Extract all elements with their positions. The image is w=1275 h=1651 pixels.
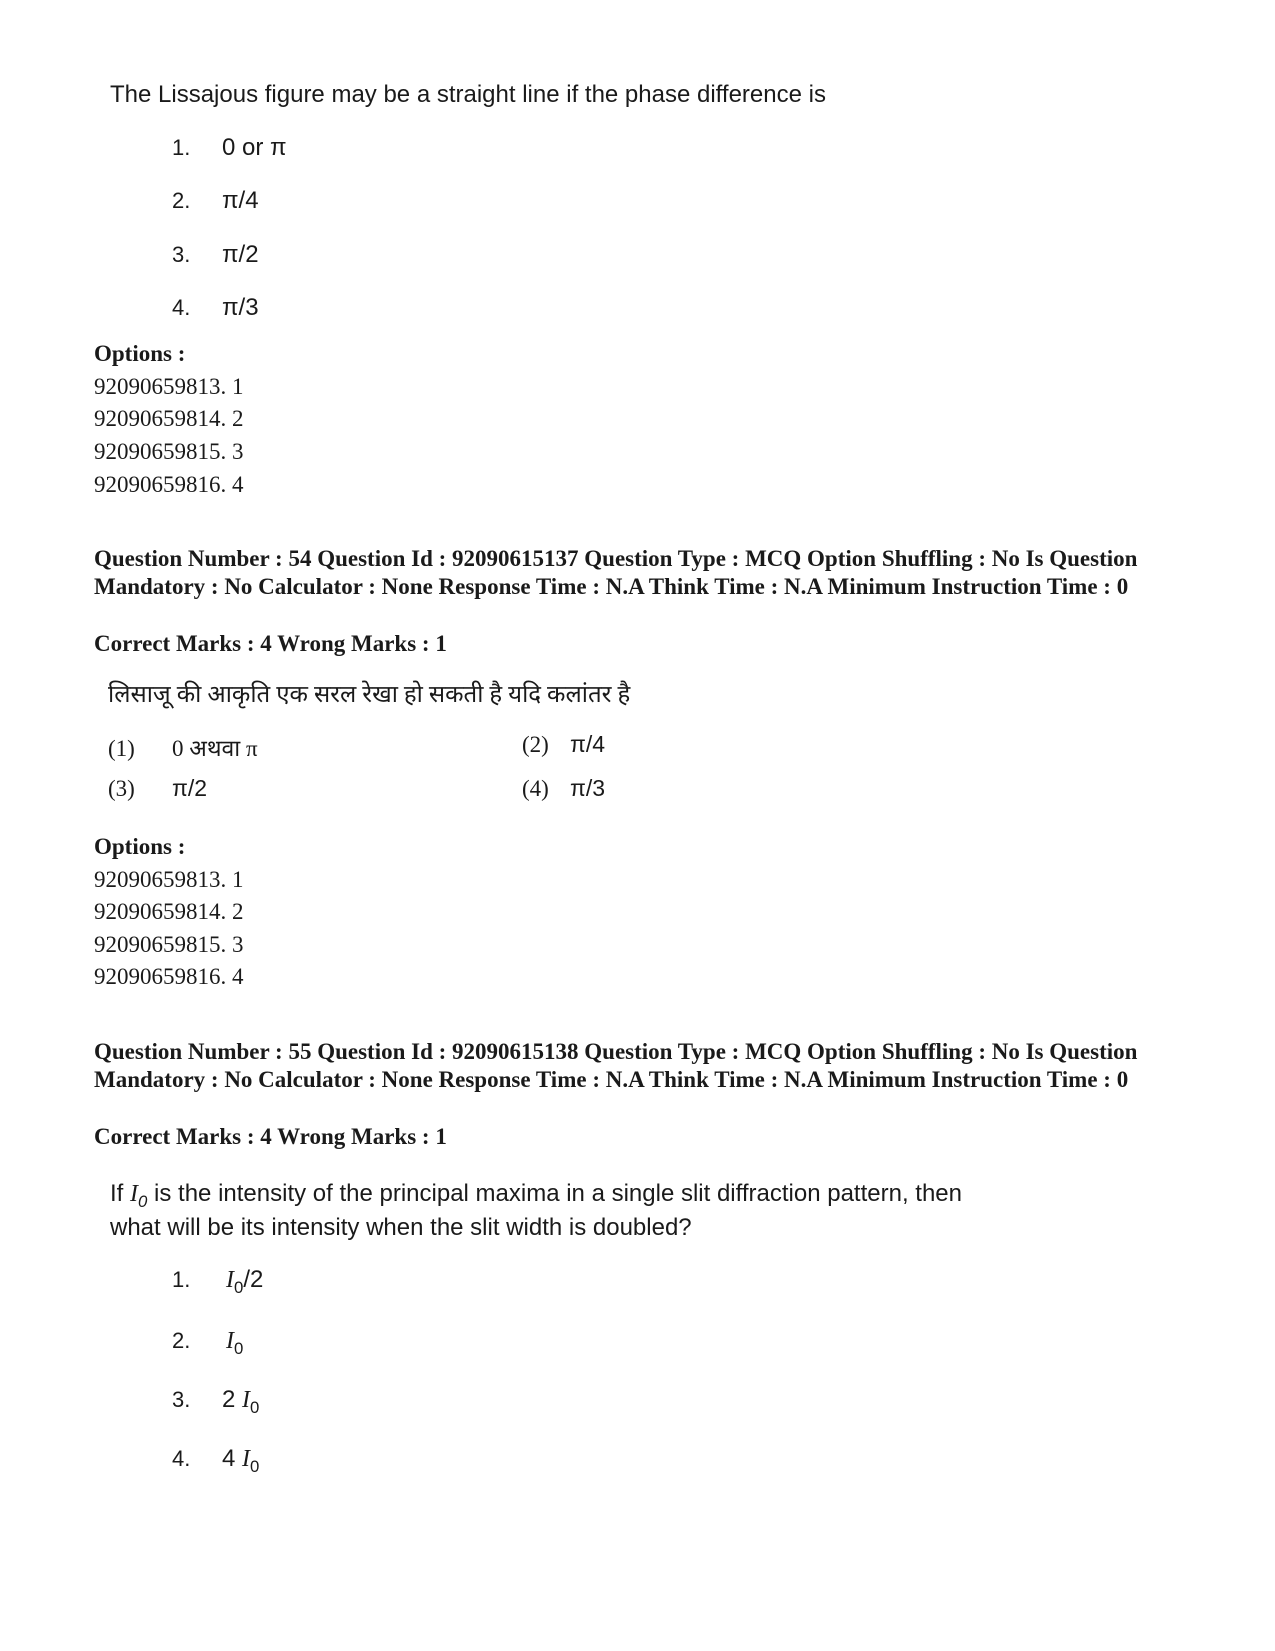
q55-choice-number: 1.: [172, 1267, 191, 1292]
symbol-subscript: 0: [250, 1456, 260, 1476]
q55-choice-4: [172, 1445, 259, 1477]
q54-option-code-4: 92090659816. 4: [94, 964, 244, 989]
q53-choice-1: [172, 134, 287, 162]
q55-choice-1: [172, 1266, 263, 1298]
q53-option-code-1: 92090659813. 1: [94, 374, 244, 399]
q55-question-line-2: what will be its intensity when the slit width is doubled?: [110, 1214, 692, 1241]
symbol-letter: I: [226, 1328, 234, 1354]
q53-choice-number: 1.: [172, 135, 191, 160]
symbol-letter: I: [242, 1387, 251, 1413]
q55-choice-3: [172, 1386, 259, 1418]
symbol-subscript: 0: [234, 1338, 244, 1358]
q54-choice-value: π/4: [570, 731, 606, 757]
q55-choice-value: [222, 1386, 260, 1417]
q53-choice-3: [172, 241, 259, 269]
q54-choice-number: (4): [522, 776, 549, 801]
q55-choice-value: [222, 1445, 260, 1476]
q53-choice-value: 0 or π: [222, 134, 287, 161]
q54-choice-1: [108, 731, 258, 763]
suffix: /2: [243, 1266, 264, 1293]
symbol-letter: I: [130, 1181, 139, 1207]
q53-choice-value: π/3: [222, 294, 259, 321]
q54-marks: Correct Marks : 4 Wrong Marks : 1: [94, 631, 447, 656]
q54-choice-number: (2): [522, 732, 549, 757]
q53-option-code-4: 92090659816. 4: [94, 472, 244, 497]
q55-meta: Question Number : 55 Question Id : 92090615138 Question Type : MCQ Option Shuffling : No Is Question Mandatory : No Calculator : None Response Time : N.A Think Time : N.A Minimum Instruction Time : 0: [94, 1039, 1138, 1092]
q54-choice-2: [522, 731, 605, 758]
q55-marks: Correct Marks : 4 Wrong Marks : 1: [94, 1124, 447, 1149]
symbol-subscript: 0: [234, 1277, 244, 1297]
q54-meta: Question Number : 54 Question Id : 92090615137 Question Type : MCQ Option Shuffling : No Is Question Mandatory : No Calculator : None Response Time : N.A Think Time : N.A Minimum Instruction Time : 0: [94, 546, 1138, 599]
q54-options-label: Options :: [94, 834, 186, 859]
symbol-letter: I: [242, 1446, 251, 1472]
q54-choice-4: [522, 775, 605, 802]
coef: 4: [222, 1445, 236, 1472]
intensity-symbol: [130, 1181, 148, 1211]
q53-option-code-2: 92090659814. 2: [94, 406, 244, 431]
q53-choice-number: 4.: [172, 295, 191, 320]
q53-choice-4: [172, 294, 259, 322]
q53-question-text: The Lissajous figure may be a straight line if the phase difference is: [110, 81, 826, 108]
q54-question-text-hindi: लिसाजू की आकृति एक सरल रेखा हो सकती है यदि कलांतर है: [108, 682, 631, 708]
q55-text-post: is the intensity of the principal maxima in a single slit diffraction pattern, then: [154, 1180, 963, 1207]
q53-choice-value: π/4: [222, 187, 259, 214]
q54-choice-value: 0 अथवा π: [172, 736, 258, 761]
q54-choice-3: [108, 775, 207, 802]
coef: 2: [222, 1386, 236, 1413]
q53-options-label: Options :: [94, 341, 186, 366]
q53-choice-number: 3.: [172, 242, 191, 267]
q53-choice-2: [172, 187, 259, 215]
q54-choice-value: π/3: [570, 775, 606, 801]
q54-option-code-3: 92090659815. 3: [94, 932, 244, 957]
q54-choice-number: (1): [108, 736, 135, 761]
q54-choice-value: π/2: [172, 775, 208, 801]
symbol-subscript: 0: [250, 1397, 260, 1417]
q54-option-code-1: 92090659813. 1: [94, 867, 244, 892]
q55-choice-2: [172, 1327, 243, 1359]
q54-option-code-2: 92090659814. 2: [94, 899, 244, 924]
symbol-letter: I: [226, 1267, 234, 1293]
q55-choice-value: [226, 1327, 244, 1358]
q53-choice-number: 2.: [172, 188, 191, 213]
q54-choice-number: (3): [108, 776, 135, 801]
q55-text-pre: If: [110, 1180, 124, 1207]
q55-choice-number: 2.: [172, 1328, 191, 1353]
q55-choice-number: 3.: [172, 1387, 191, 1412]
q55-question-line-1: [110, 1180, 962, 1212]
symbol-subscript: 0: [138, 1191, 148, 1211]
q55-choice-value: [226, 1266, 264, 1297]
q53-option-code-3: 92090659815. 3: [94, 439, 244, 464]
q55-choice-number: 4.: [172, 1446, 191, 1471]
q53-choice-value: π/2: [222, 241, 259, 268]
